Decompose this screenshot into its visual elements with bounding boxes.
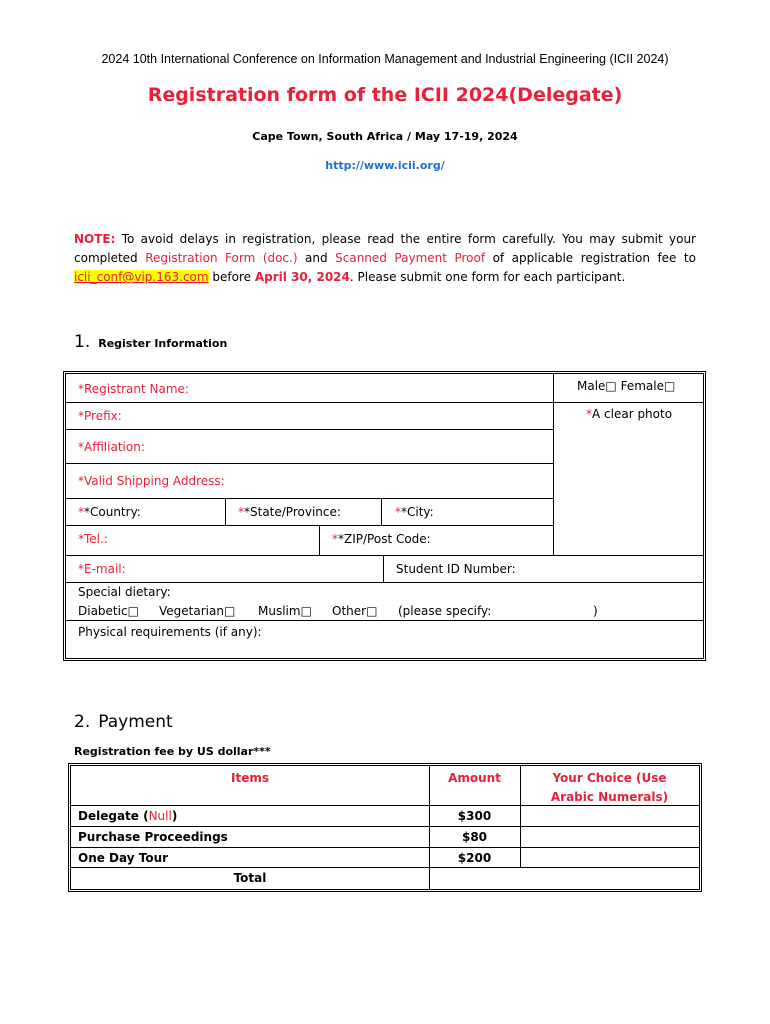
zip-field[interactable] — [332, 532, 431, 547]
row-delegate-item — [78, 809, 177, 823]
deadline: April 30, 2024 — [254, 270, 350, 284]
note-text-1: To avoid delays in registration, please read the entire form carefully. You may submit your completed — [74, 232, 696, 265]
dietary-label: Special dietary: — [78, 585, 171, 599]
delegate-null: Null — [148, 809, 172, 823]
note-form-doc: Registration Form (doc.) — [145, 251, 298, 265]
col-header-choice-1: Your Choice (Use — [552, 771, 667, 785]
photo-box[interactable] — [586, 407, 672, 422]
physical-requirements-field[interactable]: Physical requirements (if any): — [78, 625, 262, 639]
address-field[interactable]: *Valid Shipping Address: — [78, 474, 225, 488]
col-header-amount: Amount — [448, 771, 501, 785]
note-text-4: before — [208, 270, 255, 284]
choice-input-tour[interactable] — [521, 848, 699, 867]
note-text-3: of applicable registration fee to — [485, 251, 696, 265]
zip-label: *ZIP/Post Code: — [338, 532, 431, 546]
prefix-field[interactable]: *Prefix: — [78, 409, 122, 423]
registrant-name-field[interactable]: *Registrant Name: — [78, 382, 189, 396]
section-1-number: 1. — [74, 332, 91, 352]
section-2-label: Payment — [98, 712, 173, 732]
section-1-heading — [74, 332, 227, 352]
delegate-close: ) — [171, 809, 178, 823]
city-required-star: * — [395, 505, 401, 519]
register-form-table — [63, 371, 706, 661]
row-tour-amount: $200 — [457, 851, 492, 865]
state-label: *State/Province: — [244, 505, 341, 519]
fee-label: Registration fee by US dollar*** — [74, 745, 271, 758]
student-id-field[interactable]: Student ID Number: — [396, 562, 516, 576]
section-2-number: 2. — [74, 712, 91, 732]
row-delegate-amount: $300 — [457, 809, 492, 823]
col-header-choice-2: Arabic Numerals) — [550, 790, 669, 804]
delegate-label: Delegate ( — [78, 809, 149, 823]
state-required-star: * — [238, 505, 244, 519]
specify-field[interactable]: (please specify: — [398, 604, 492, 618]
note-text-5: . Please submit one form for each participant. — [349, 270, 626, 284]
country-required-star: * — [78, 505, 84, 519]
vegetarian-checkbox[interactable]: Vegetarian□ — [159, 604, 236, 618]
conference-header: 2024 10th International Conference on Information Management and Industrial Engineering (ICII 2024) — [101, 52, 669, 66]
affiliation-field[interactable]: *Affiliation: — [78, 440, 145, 454]
other-checkbox[interactable]: Other□ — [332, 604, 378, 618]
zip-required-star: * — [332, 532, 338, 546]
website-link[interactable]: http://www.icii.org/ — [325, 159, 445, 172]
section-1-label: Register Information — [98, 337, 228, 350]
country-field[interactable] — [78, 505, 141, 520]
note-label: NOTE: — [74, 232, 116, 246]
note-text-2: and — [297, 251, 336, 265]
payment-table — [68, 763, 702, 892]
diabetic-checkbox[interactable]: Diabetic□ — [78, 604, 139, 618]
specify-close: ) — [593, 604, 598, 618]
city-field[interactable] — [395, 505, 434, 520]
col-header-items: Items — [231, 771, 269, 785]
gender-options[interactable]: Male□ Female□ — [577, 379, 676, 393]
note-proof: Scanned Payment Proof — [335, 251, 486, 265]
row-tour-item: One Day Tour — [78, 851, 169, 865]
state-field[interactable] — [238, 505, 341, 520]
row-proceedings-amount: $80 — [461, 830, 488, 844]
total-input[interactable] — [430, 868, 699, 889]
total-label: Total — [233, 871, 267, 885]
photo-label: A clear photo — [592, 407, 673, 421]
section-2-heading — [74, 712, 173, 732]
city-label: *City: — [401, 505, 434, 519]
muslim-checkbox[interactable]: Muslim□ — [258, 604, 312, 618]
tel-field[interactable]: *Tel.: — [78, 532, 108, 546]
choice-input-proceedings[interactable] — [521, 827, 699, 847]
row-proceedings-item: Purchase Proceedings — [78, 830, 228, 844]
email-link[interactable]: icii_conf@vip.163.com — [74, 270, 209, 284]
country-label: *Country: — [84, 505, 141, 519]
location-date: Cape Town, South Africa / May 17-19, 2024 — [252, 130, 518, 143]
choice-input-delegate[interactable] — [521, 806, 699, 826]
email-field[interactable]: *E-mail: — [78, 562, 126, 576]
note-paragraph — [74, 230, 696, 287]
page-title: Registration form of the ICII 2024(Delegate) — [147, 84, 623, 106]
photo-required-star: * — [586, 407, 592, 421]
